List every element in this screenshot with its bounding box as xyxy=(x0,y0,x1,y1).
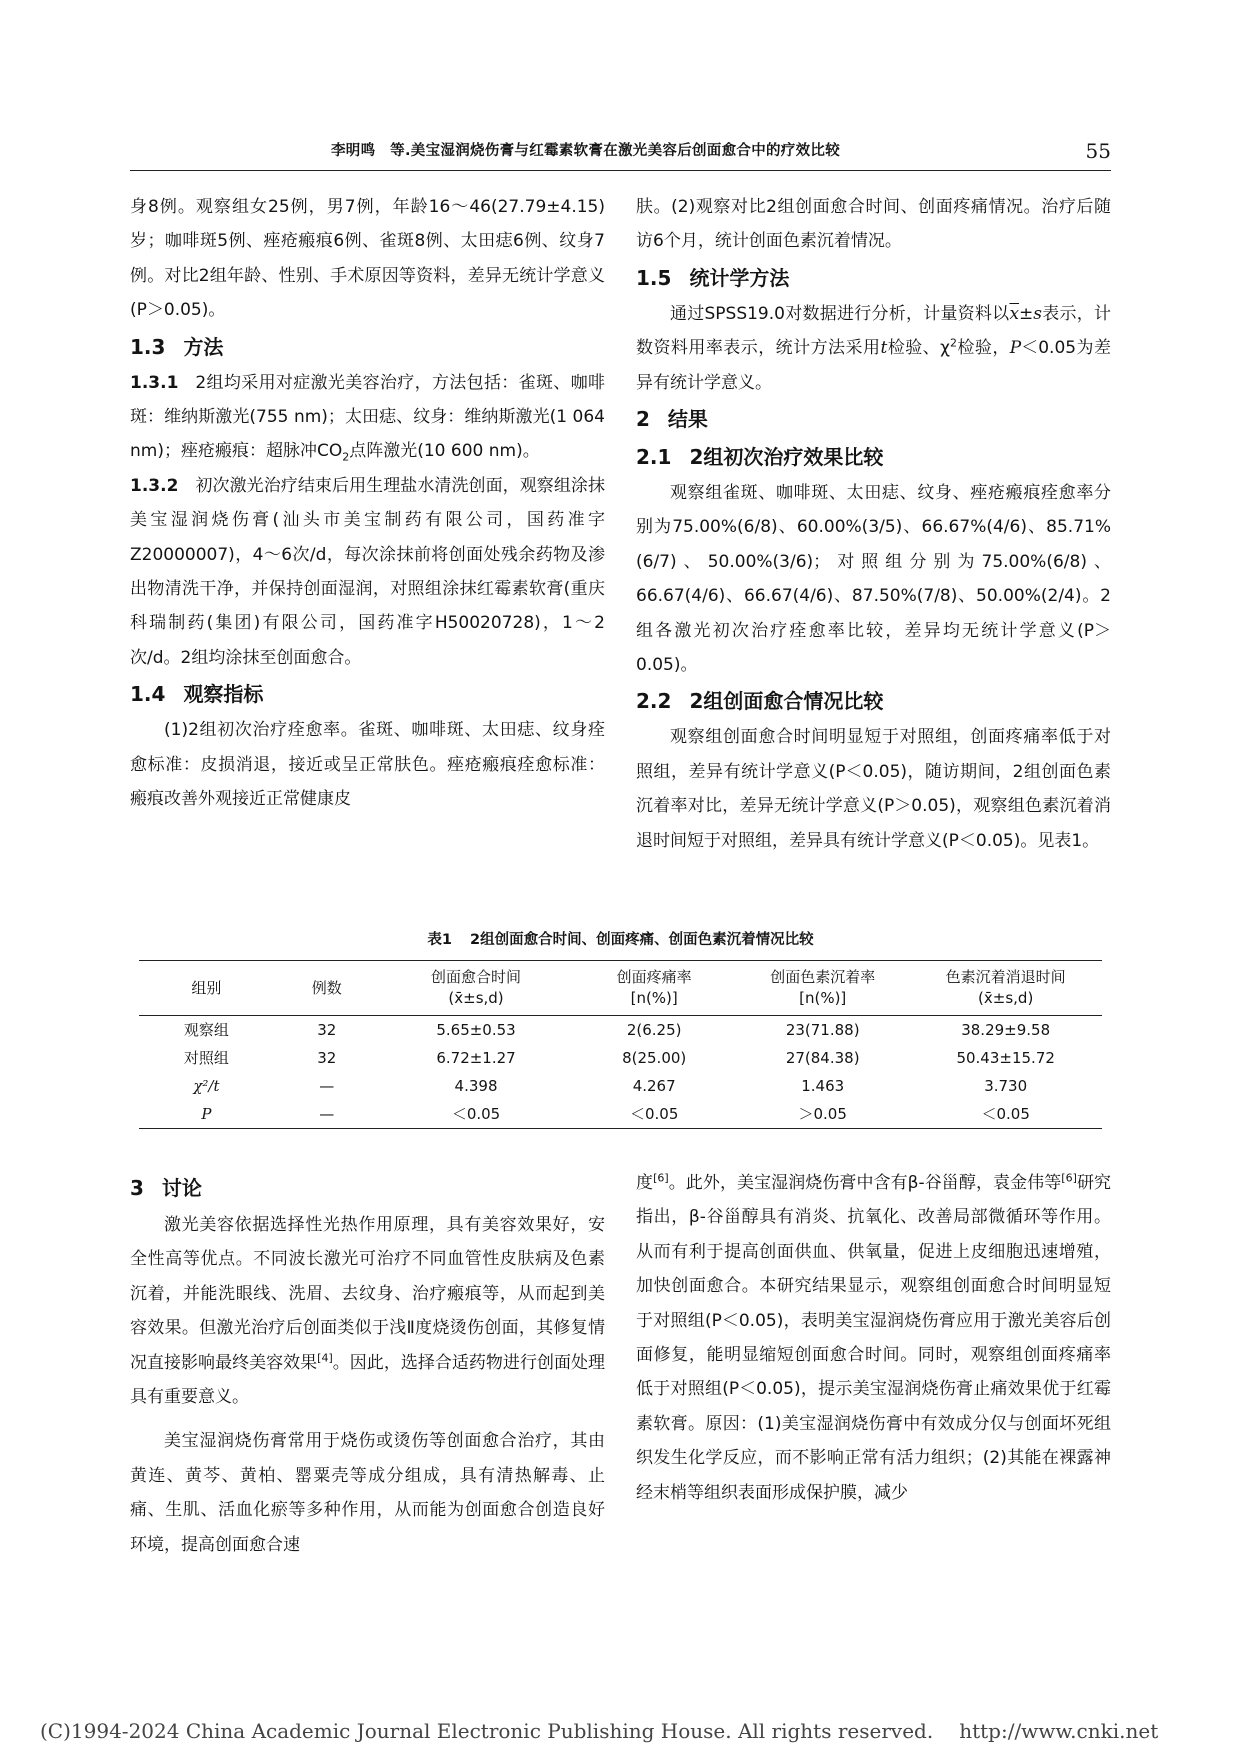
table-cell: 5.65±0.53 xyxy=(436,1021,516,1039)
copyright-footer: (C)1994-2024 China Academic Journal Electronic Publishing House. All rights reserved. http://www.cnki.net xyxy=(40,1719,1159,1743)
paragraph: 肤。(2)观察对比2组创面愈合时间、创面疼痛情况。治疗后随访6个月，统计创面色素沉着情况。 xyxy=(636,197,1111,252)
paragraph: (1)2组初次治疗痊愈率。雀斑、咖啡斑、太田痣、纹身痊愈标准：皮损消退，接近或呈正常肤色。痤疮瘢痕痊愈标准：瘢痕改善外观接近正常健康皮 xyxy=(130,720,605,810)
column-header: 创面愈合时间 (x̄±s,d) xyxy=(380,961,573,1016)
table-cell: 27(84.38) xyxy=(785,1049,860,1067)
section-heading-1-5: 1.5 统计学方法 xyxy=(636,265,790,290)
table-cell: ＜0.05 xyxy=(909,1100,1102,1129)
table-cell: — xyxy=(319,1077,335,1095)
table-cell: 6.72±1.27 xyxy=(436,1049,516,1067)
paragraph-1-3-1: 1.3.1 2组均采用对症激光美容治疗，方法包括：雀斑、咖啡斑：维纳斯激光(755 nm)；太田痣、纹身：维纳斯激光(1 064 nm)；痤疮瘢痕：超脉冲$CO_2$点阵激光(10 600 nm)。 xyxy=(130,372,605,464)
paragraph: 观察组雀斑、咖啡斑、太田痣、纹身、痤疮瘢痕痊愈率分别为75.00%(6/8)、60.00%(3/5)、66.67%(4/6)、85.71%(6/7)、50.00%(3/6)；对照组分别为75.00%(6/8)、66.67(4/6)、66.67(4/6)、87.50%(7/8)、50.00%(2/4)。2组各激光初次治疗痊愈率比较，差异均无统计学意义(P＞0.05)。 xyxy=(636,483,1111,676)
table-cell: 3.730 xyxy=(984,1077,1028,1095)
section-heading-2-1: 2.1 2组初次治疗效果比较 xyxy=(636,445,884,470)
table-cell: 23(71.88) xyxy=(785,1021,860,1039)
page-number: 55 xyxy=(1085,139,1111,163)
table-cell: χ²/t xyxy=(193,1077,220,1095)
citation: [4] xyxy=(317,1350,333,1364)
paragraph: 度[6]。此外，美宝湿润烧伤膏中含有β-谷甾醇，袁金伟等[6]研究指出，β-谷甾醇具有消炎、抗氧化、改善局部微循环等作用。从而有利于提高创面供血、供氧量，促进上皮细胞迅速增殖，加快创面愈合。本研究结果显示，观察组创面愈合时间明显短于对照组(P＜0.05)，表明美宝湿润烧伤膏应用于激光美容后创面修复，能明显缩短创面愈合时间。同时，观察组创面疼痛率低于对照组(P＜0.05)，提示美宝湿润烧伤膏止痛效果优于红霉素软膏。原因：(1)美宝湿润烧伤膏中有效成分仅与创面坏死组织发生化学反应，而不影响正常有活力组织；(2)其能在裸露神经末梢等组织表面形成保护膜，减少 xyxy=(636,1171,1112,1503)
table-cell: 4.267 xyxy=(632,1077,676,1095)
table-row xyxy=(139,1100,1102,1129)
column-header: 创面疼痛率 [n(%)] xyxy=(572,961,736,1016)
column-header: 组别 xyxy=(139,961,274,1016)
running-header xyxy=(130,136,1111,166)
paragraph: 观察组创面愈合时间明显短于对照组，创面疼痛率低于对照组，差异有统计学意义(P＜0.05)，随访期间，2组创面色素沉着率对比，差异无统计学意义(P＞0.05)，观察组色素沉着消退时间短于对照组，差异具有统计学意义(P＜0.05)。见表1。 xyxy=(636,727,1111,851)
table-cell: ＜0.05 xyxy=(380,1100,573,1129)
header-rule xyxy=(130,170,1111,171)
table-row xyxy=(139,1016,1102,1045)
section-heading-2-2: 2.2 2组创面愈合情况比较 xyxy=(636,689,884,714)
table-row xyxy=(139,1072,1102,1100)
table-cell: 50.43±15.72 xyxy=(956,1049,1055,1067)
table-cell: 观察组 xyxy=(183,1021,229,1039)
paragraph: 激光美容依据选择性光热作用原理，具有美容效果好，安全性高等优点。不同波长激光可治疗不同血管性皮肤病及色素沉着，并能洗眼线、洗眉、去纹身、治疗瘢痕等，从而起到美容效果。但激光治疗后创面类似于浅Ⅱ度烧烫伤创面，其修复情况直接影响最终美容效果[4]。因此，选择合适药物进行创面处理具有重要意义。 xyxy=(130,1215,606,1408)
table-cell: 32 xyxy=(317,1049,337,1067)
footer-url: http://www.cnki.net xyxy=(959,1719,1159,1743)
results-table xyxy=(139,960,1102,1129)
paragraph: 美宝湿润烧伤膏常用于烧伤或烫伤等创面愈合治疗，其由黄连、黄芩、黄柏、罂粟壳等成分组成，具有清热解毒、止痛、生肌、活血化瘀等多种作用，从而能为创面愈合创造良好环境，提高创面愈合速 xyxy=(130,1431,605,1555)
table-header-row xyxy=(139,961,1102,1016)
section-heading-1-3: 1.3 方法 xyxy=(130,334,224,359)
table-cell: — xyxy=(274,1100,380,1129)
table-caption: 表1 2组创面愈合时间、创面疼痛、创面色素沉着情况比较 xyxy=(427,932,814,948)
table-cell: 8(25.00) xyxy=(622,1049,687,1067)
table-cell: 1.463 xyxy=(801,1077,845,1095)
left-column xyxy=(130,190,605,817)
table-cell: 32 xyxy=(317,1021,337,1039)
discussion-right-column xyxy=(636,1166,1111,1510)
table-cell: 2(6.25) xyxy=(626,1021,682,1039)
column-header: 创面色素沉着率 [n(%)] xyxy=(736,961,909,1016)
paragraph: 身8例。观察组女25例，男7例，年龄16～46(27.79±4.15)岁；咖啡斑5例、痤疮瘢痕6例、雀斑8例、太田痣6例、纹身7例。对比2组年龄、性别、手术原因等资料，差异无统计学意义(P＞0.05)。 xyxy=(130,197,605,321)
table-row xyxy=(139,1044,1102,1072)
column-header: 例数 xyxy=(274,961,380,1016)
subsection-number: 1.3.1 xyxy=(130,372,179,393)
table-cell: ＜0.05 xyxy=(572,1100,736,1129)
paragraph-statistics: 通过SPSS19.0对数据进行分析，计量资料以$\overline{x}\pm s$表示，计数资料用率表示，统计方法采用t检验、χ$^2$检验，P＜0.05为差异有统计学意义。 xyxy=(636,303,1112,393)
citation: [6] xyxy=(1061,1171,1077,1185)
right-column xyxy=(636,190,1111,858)
section-heading-3: 3 讨论 xyxy=(130,1176,202,1200)
column-header: 色素沉着消退时间 (x̄±s,d) xyxy=(909,961,1102,1016)
citation: [6] xyxy=(653,1171,669,1185)
table-cell: 对照组 xyxy=(183,1049,229,1067)
paragraph-1-3-2: 1.3.2 初次激光治疗结束后用生理盐水清洗创面，观察组涂抹美宝湿润烧伤膏(汕头市美宝制药有限公司，国药准字Z20000007)，4～6次/d，每次涂抹前将创面处残余药物及渗出物清洗干净，并保持创面湿润，对照组涂抹红霉素软膏(重庆科瑞制药(集团)有限公司，国药准字H50020728)，1～2次/d。2组均涂抹至创面愈合。 xyxy=(130,475,605,668)
discussion-left-column xyxy=(130,1168,605,1562)
table-cell: 4.398 xyxy=(454,1077,498,1095)
running-title: 李明鸣 等.美宝湿润烧伤膏与红霉素软膏在激光美容后创面愈合中的疗效比较 xyxy=(330,143,840,159)
table-cell: P xyxy=(139,1100,274,1129)
table-cell: ＞0.05 xyxy=(736,1100,909,1129)
section-heading-2: 2 结果 xyxy=(636,407,708,432)
table-cell: 38.29±9.58 xyxy=(961,1021,1051,1039)
subsection-number: 1.3.2 xyxy=(130,475,179,496)
section-heading-1-4: 1.4 观察指标 xyxy=(130,682,264,707)
